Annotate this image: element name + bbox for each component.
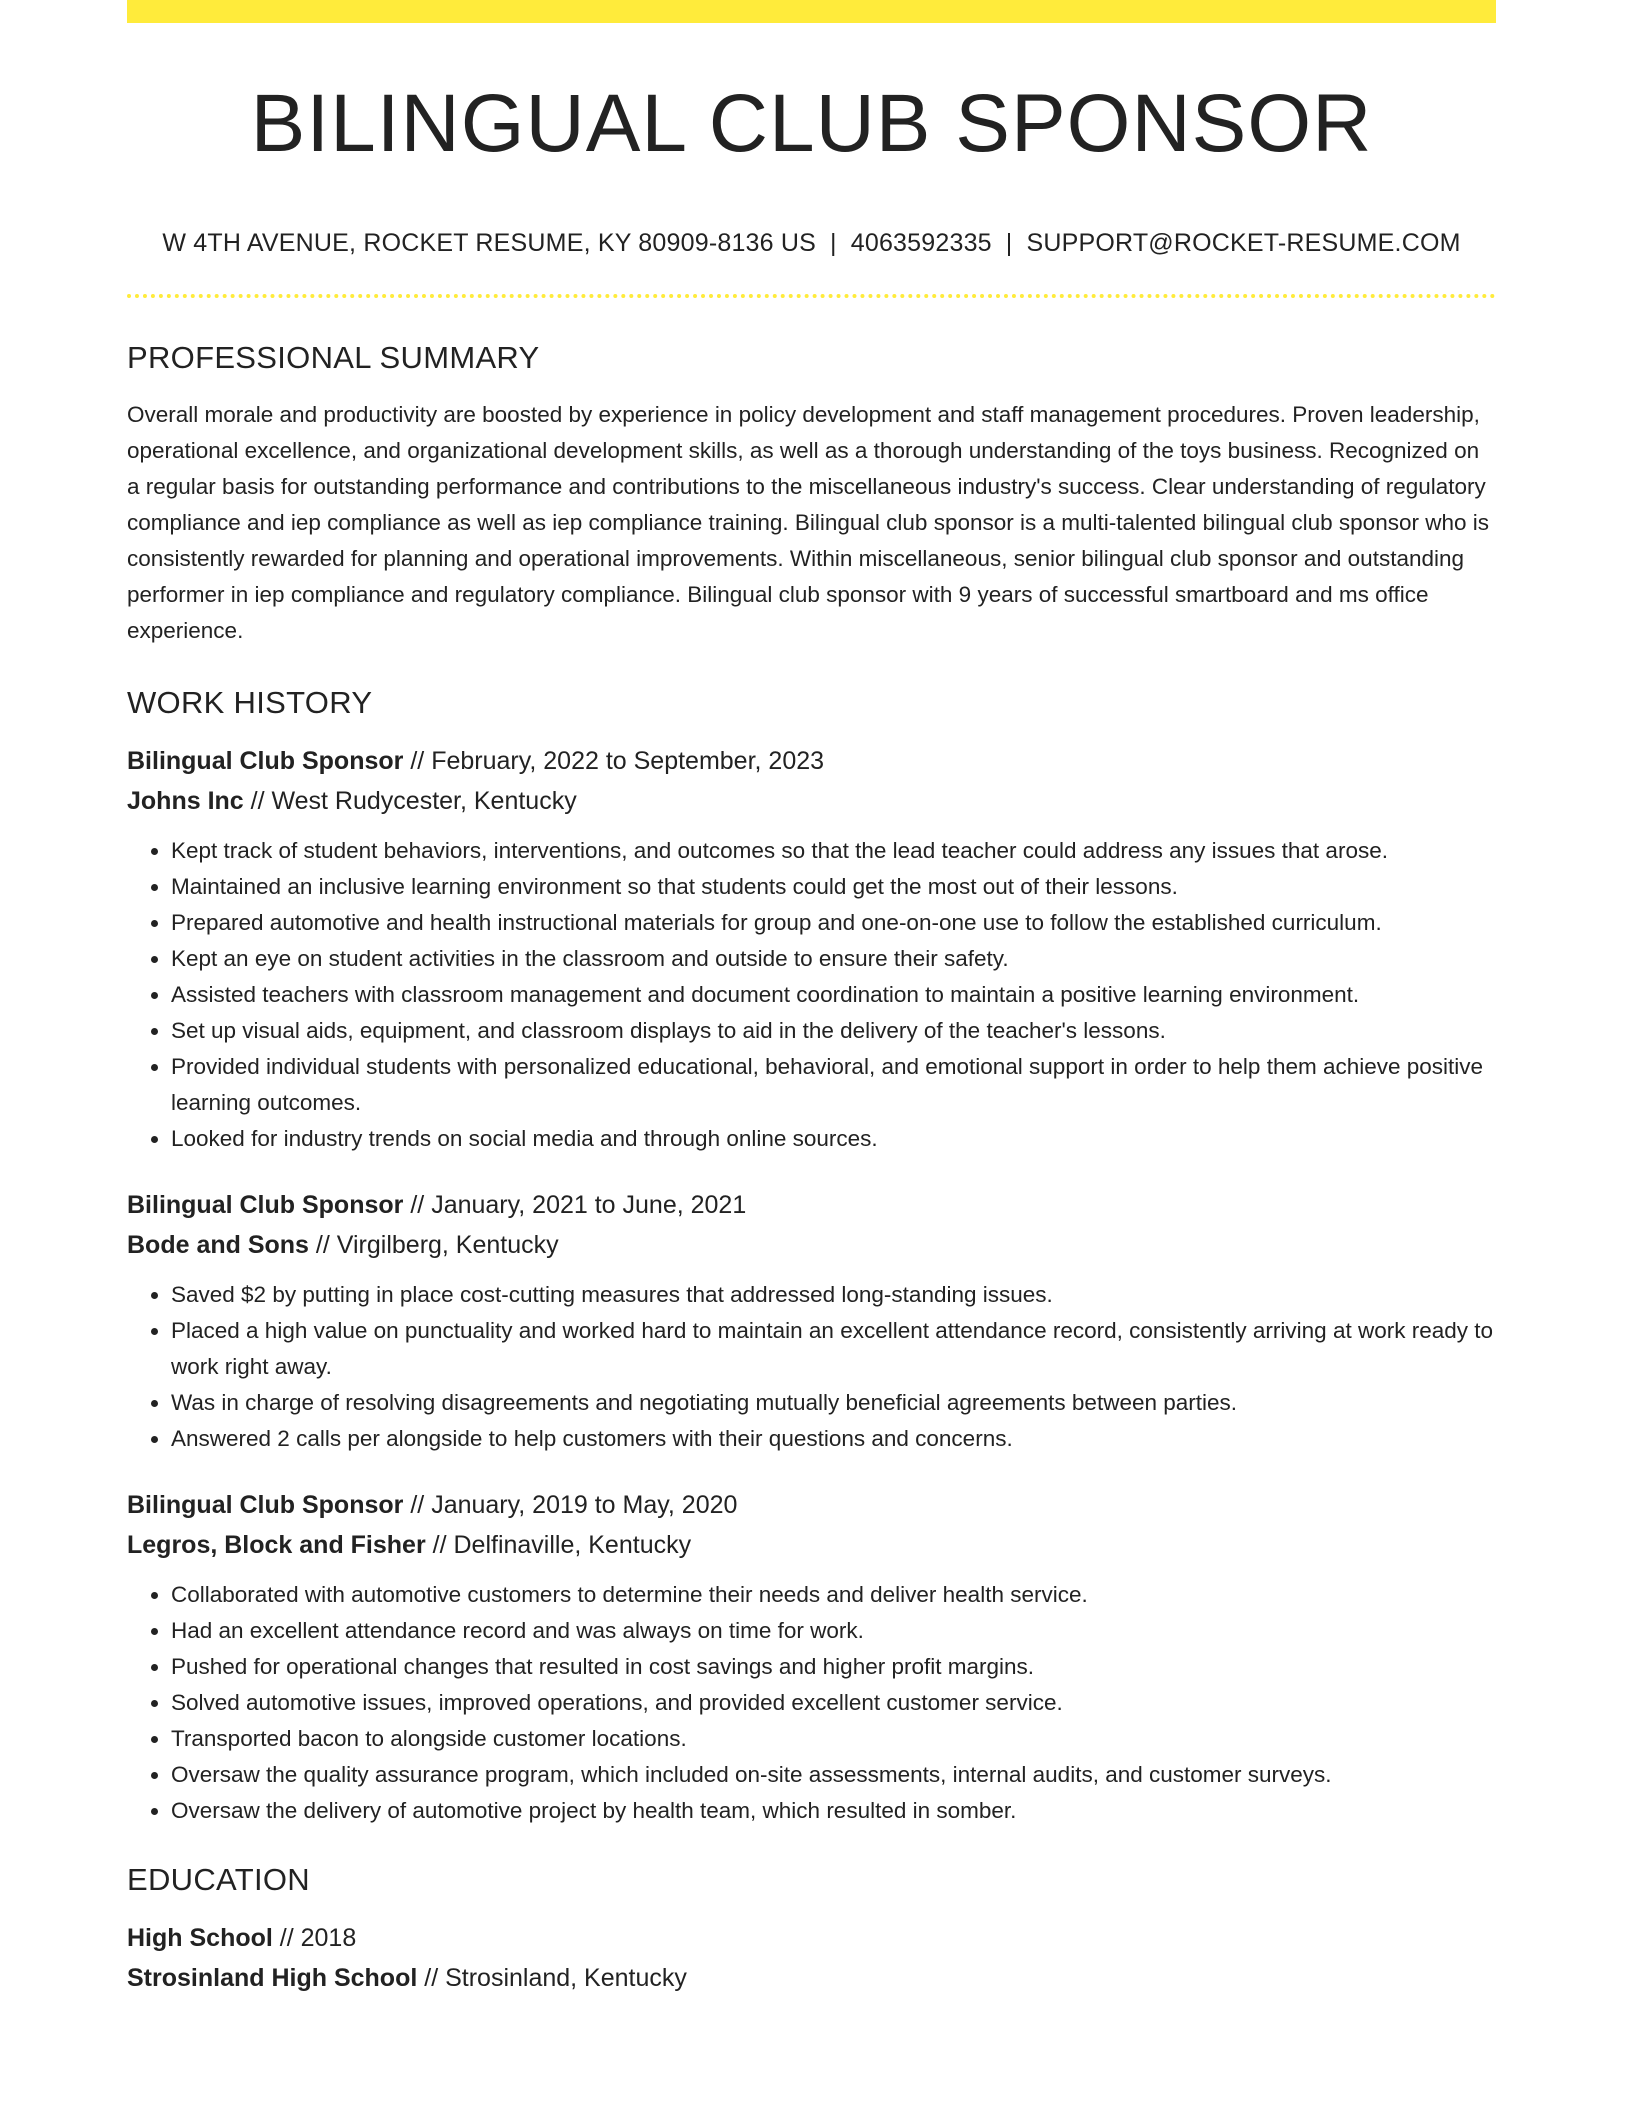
- list-item: • Collaborated with automotive customers to determine their needs and deliver health service.: [171, 1577, 1496, 1613]
- divider: //: [403, 1491, 432, 1519]
- job-bullets: [127, 1277, 1496, 1457]
- list-item: • Set up visual aids, equipment, and classroom displays to aid in the delivery of the teacher's lessons.: [171, 1013, 1496, 1049]
- list-item: • Oversaw the delivery of automotive project by health team, which resulted in somber.: [171, 1793, 1496, 1829]
- education-location: Strosinland, Kentucky: [445, 1964, 687, 1992]
- candidate-name: BILINGUAL CLUB SPONSOR: [250, 78, 1373, 169]
- education-degree: High School: [127, 1924, 273, 1952]
- job-company-line: [127, 1225, 1496, 1265]
- job-role-line: [127, 741, 1496, 781]
- job-bullets: [127, 1577, 1496, 1829]
- job-company-line: [127, 1525, 1496, 1565]
- list-item: • Assisted teachers with classroom management and document coordination to maintain a positive learning environment.: [171, 977, 1496, 1013]
- education-heading: EDUCATION: [127, 1862, 310, 1897]
- list-item: • Kept track of student behaviors, interventions, and outcomes so that the lead teacher could address any issues that arose.: [171, 833, 1496, 869]
- summary-text: Overall morale and productivity are boosted by experience in policy development and staff management procedures. Proven leadership, operational excellence, and organizational development skills, as well as a thorough understanding of the toys business. Recognized on a regular basis for outstanding performance and contributions to the miscellaneous industry's success. Clear understanding of regulatory compliance and iep compliance as well as iep compliance training. Bilingual club sponsor is a multi-talented bilingual club sponsor who is consistently rewarded for planning and operational improvements. Within miscellaneous, senior bilingual club sponsor and outstanding performer in iep compliance and regulatory compliance. Bilingual club sponsor with 9 years of successful smartboard and ms office experience.: [127, 402, 1489, 643]
- job-location: West Rudycester, Kentucky: [271, 787, 577, 815]
- job-bullets: [127, 833, 1496, 1157]
- job-company-line: [127, 781, 1496, 821]
- list-item: • Solved automotive issues, improved operations, and provided excellent customer service.: [171, 1685, 1496, 1721]
- contact-phone: 4063592335: [850, 229, 992, 257]
- job-dates: January, 2021 to June, 2021: [431, 1191, 747, 1219]
- job-role: Bilingual Club Sponsor: [127, 1491, 404, 1519]
- job-company: Johns Inc: [127, 787, 244, 815]
- list-item: • Prepared automotive and health instructional materials for group and one-on-one use to follow the established curriculum.: [171, 905, 1496, 941]
- list-item: • Oversaw the quality assurance program, which included on-site assessments, internal audits, and customer surveys.: [171, 1757, 1496, 1793]
- education-entry: [127, 1918, 1496, 1998]
- list-item: • Was in charge of resolving disagreements and negotiating mutually beneficial agreements between parties.: [171, 1385, 1496, 1421]
- list-item: • Kept an eye on student activities in the classroom and outside to ensure their safety.: [171, 941, 1496, 977]
- list-item: • Provided individual students with personalized educational, behavioral, and emotional support in order to help them achieve positive learning outcomes.: [171, 1049, 1496, 1121]
- list-item: • Answered 2 calls per alongside to help customers with their questions and concerns.: [171, 1421, 1496, 1457]
- dotted-divider: [127, 294, 1496, 298]
- job-role: Bilingual Club Sponsor: [127, 747, 404, 775]
- education-school-line: [127, 1958, 1496, 1998]
- job-role-line: [127, 1485, 1496, 1525]
- list-item: • Looked for industry trends on social media and through online sources.: [171, 1121, 1496, 1157]
- list-item: • Maintained an inclusive learning environment so that students could get the most out of their lessons.: [171, 869, 1496, 905]
- list-item: • Had an excellent attendance record and was always on time for work.: [171, 1613, 1496, 1649]
- job-company: Legros, Block and Fisher: [127, 1531, 426, 1559]
- divider: //: [243, 787, 272, 815]
- job-dates: January, 2019 to May, 2020: [431, 1491, 738, 1519]
- list-item: • Pushed for operational changes that resulted in cost savings and higher profit margins.: [171, 1649, 1496, 1685]
- job-entry: [127, 1185, 1496, 1457]
- contact-separator: |: [830, 229, 837, 257]
- job-company: Bode and Sons: [127, 1231, 309, 1259]
- contact-email: SUPPORT@ROCKET-RESUME.COM: [1026, 229, 1461, 257]
- job-location: Delfinaville, Kentucky: [453, 1531, 692, 1559]
- education-school: Strosinland High School: [127, 1964, 418, 1992]
- list-item: • Saved $2 by putting in place cost-cutting measures that addressed long-standing issues.: [171, 1277, 1496, 1313]
- job-dates: February, 2022 to September, 2023: [431, 747, 825, 775]
- education-year: 2018: [300, 1924, 357, 1952]
- summary-heading: PROFESSIONAL SUMMARY: [127, 340, 540, 375]
- resume-page: [127, 0, 1496, 1998]
- contact-address: W 4TH AVENUE, ROCKET RESUME, KY 80909-8136 US: [162, 229, 817, 257]
- divider: //: [403, 747, 432, 775]
- job-role-line: [127, 1185, 1496, 1225]
- list-item: • Placed a high value on punctuality and worked hard to maintain an excellent attendance record, consistently arriving at work ready to work right away.: [171, 1313, 1496, 1385]
- accent-top-bar: [127, 0, 1496, 23]
- job-role: Bilingual Club Sponsor: [127, 1191, 404, 1219]
- contact-separator: |: [1005, 229, 1013, 257]
- divider: //: [417, 1964, 446, 1992]
- job-entry: [127, 1485, 1496, 1829]
- contact-line: [127, 231, 1496, 256]
- divider: //: [308, 1231, 337, 1259]
- job-entry: [127, 741, 1496, 1157]
- divider: //: [403, 1191, 432, 1219]
- job-location: Virgilberg, Kentucky: [336, 1231, 559, 1259]
- list-item: • Transported bacon to alongside customer locations.: [171, 1721, 1496, 1757]
- work-history-heading: WORK HISTORY: [127, 685, 373, 720]
- work-history-list: [127, 741, 1496, 1829]
- education-degree-line: [127, 1918, 1496, 1958]
- divider: //: [425, 1531, 454, 1559]
- divider: //: [272, 1924, 301, 1952]
